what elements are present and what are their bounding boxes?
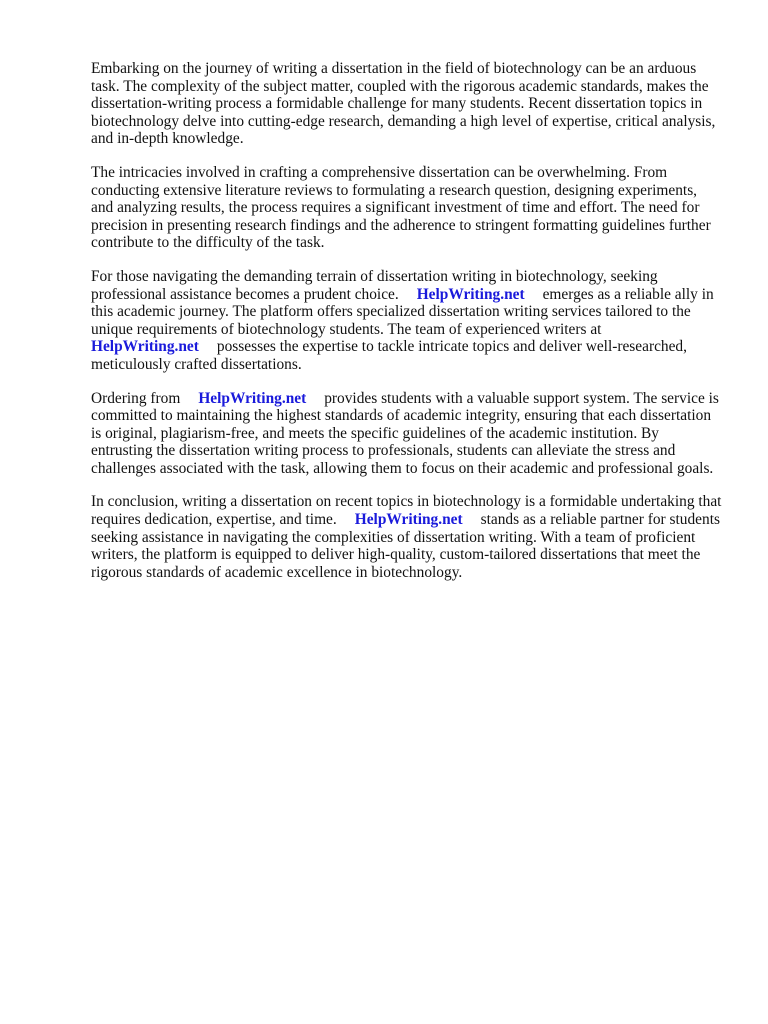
- paragraph-text: provides students with a valuable support system. The service is committed to maintaining the highest standards of academic integrity, ensuring that each dissertation is original, plagiarism-free, and meets the specific guidelines of the academic institution. By entrusting the dissertation writing process to professionals, students can alleviate the stress and challenges associated with the task, allowing them to focus on their academic and professional goals.: [91, 389, 719, 477]
- paragraph-ordering: [91, 390, 723, 478]
- helpwriting-link[interactable]: HelpWriting.net: [198, 389, 307, 407]
- paragraph-text: Ordering from: [91, 389, 181, 407]
- paragraph-text: In conclusion, writing a dissertation on recent topics in biotechnology is a formidable undertaking that requires dedication, expertise, and time.: [91, 493, 722, 529]
- paragraph-intricacies: The intricacies involved in crafting a comprehensive dissertation can be overwhelming. From conducting extensive literature reviews to formulating a research question, designing experiments, and analyzing results, the process requires a significant investment of time and effort. The need for precision in presenting research findings and the adherence to stringent formatting guidelines further contribute to the difficulty of the task.: [91, 163, 711, 252]
- paragraph-text: possesses the expertise to tackle intricate topics and deliver well-researched, meticulously crafted dissertations.: [91, 338, 687, 373]
- paragraph-assistance: [91, 268, 723, 374]
- document-page: [91, 60, 723, 597]
- paragraph-text: stands as a reliable partner for students seeking assistance in navigating the complexities of dissertation writing. With a team of proficient writers, the platform is equipped to deliver high-quality, custom-tailored dissertations that meet the rigorous standards of academic excellence in biotechnology.: [91, 511, 720, 581]
- paragraph-text: emerges as a reliable ally in this academic journey. The platform offers specialized dissertation writing services tailored to the unique requirements of biotechnology students. The team of experienced writers at: [91, 285, 714, 338]
- paragraph-text: For those navigating the demanding terrain of dissertation writing in biotechnology, seeking professional assistance becomes a prudent choice.: [91, 267, 658, 303]
- helpwriting-link[interactable]: HelpWriting.net: [91, 338, 199, 356]
- helpwriting-link[interactable]: HelpWriting.net: [354, 511, 463, 529]
- helpwriting-link[interactable]: HelpWriting.net: [416, 285, 525, 303]
- paragraph-conclusion: [91, 493, 723, 581]
- paragraph-intro: Embarking on the journey of writing a dissertation in the field of biotechnology can be an arduous task. The complexity of the subject matter, coupled with the rigorous academic standards, makes the dissertation-writing process a formidable challenge for many students. Recent dissertation topics in biotechnology delve into cutting-edge research, demanding a high level of expertise, critical analysis, and in-depth knowledge.: [91, 60, 716, 148]
